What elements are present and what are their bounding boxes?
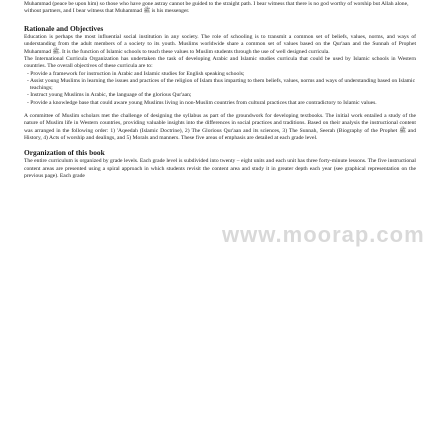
watermark: www.moorap.com	[222, 222, 425, 247]
rationale-paragraph-3: A committee of Muslim scholars met the challenge of designing the syllabus as part of the groundwork for developing textbooks. The initial work entailed a study of the nature of Muslim life in Western countries, providing valuable insights into the differences in social practices and traditions. Based on their analysis the instructional content was arranged in the following order: 1) 'Aqeedah (Islamic Doctrine), 2) The Glorious Qur'aan and its sciences, 3) The Sunnah, Seerah (Biography of the Prophet ﷺ and History, 4) Acts of worship and dealings, and 5) Morals and manners. These five areas of emphasis are detailed at each grade level.	[24, 112, 416, 142]
objective-item: - Provide a knowledge base that could aware young Muslims living in non-Muslim countries from cultural practices that are contradictory to Islamic values.	[27, 99, 377, 106]
rationale-paragraph-2: The International Curricula Organization has undertaken the task of developing Arabic and Islamic studies curricula that could be used by Islamic schools in Western countries. The overall objectives of these curricula are to:	[24, 56, 416, 70]
page-bottom-edge	[0, 426, 430, 430]
rationale-heading: Rationale and Objectives	[24, 23, 104, 33]
objective-item: - Provide a framework for instruction in Arabic and Islamic studies for English speaking schools;	[27, 70, 245, 77]
rationale-paragraph-1: Education is perhaps the most influential social institution in any society. The role of schooling is to transmit a common set of beliefs, values, norms, and ways of understanding from the adult members of a society to its youth. Muslims worldwide share a common set of values based on the Qur'aan and the Sunnah of Prophet Muhammad ﷺ. It is the function of Islamic schools to teach these values to Muslim students through the use of well designed curricula.	[24, 33, 416, 55]
intro-text: Muhammad (peace be upon him) so those who have gone astray cannot be guided to the straight path. I bear witness that there is no god worthy of worship but Allah alone, without partners, and I bear witness that Muhammad ﷺ is his messenger.	[24, 1, 409, 15]
objective-item: - Assist young Muslims in learning the issues and practices of the religion of Islam thus imparting to them beliefs, values, norms and ways of understanding based on Islamic teachings;	[27, 78, 416, 92]
organization-paragraph-1: The entire curriculum is organized by grade levels. Each grade level is subdivided into twenty – eight units and each unit has three forty-minute lessons. The five instructional content areas are presented using a spiral approach in which students revisit the content area and study it in greater depth each year (see graphical representation on the previous page). Each grade	[24, 158, 416, 180]
organization-heading: Organization of this book	[24, 148, 105, 158]
objective-item: - Instruct young Muslims in Arabic, the language of the glorious Qur'aan;	[27, 92, 192, 99]
objectives-list	[24, 71, 416, 107]
